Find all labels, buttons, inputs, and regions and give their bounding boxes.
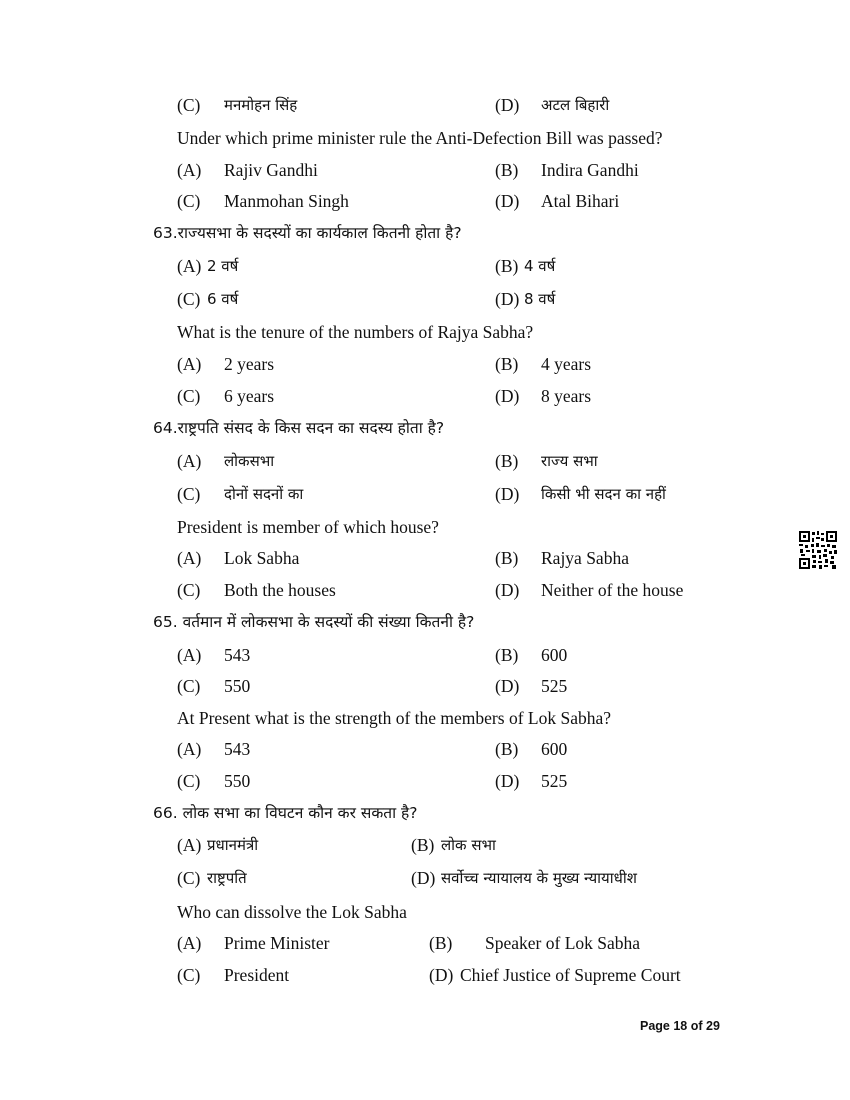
option-label-b: (B) — [495, 548, 519, 568]
q65-en-option-b: 600 — [541, 739, 568, 759]
option-label-d: (D) — [495, 484, 520, 504]
option-label-d: (D) — [495, 191, 520, 211]
page-number: Page 18 of 29 — [640, 1019, 720, 1033]
option-label-c: (C) — [177, 771, 201, 791]
option-label-b: (B) — [411, 835, 435, 855]
q66-hi-option-a: प्रधानमंत्री — [207, 836, 259, 854]
q63-hi-option-b: 4 वर्ष — [524, 257, 556, 275]
q66-hi-option-d: सर्वोच्च न्यायालय के मुख्य न्यायाधीश — [441, 869, 637, 887]
q64-hi-option-b: राज्य सभा — [541, 452, 598, 470]
q65-hi-option-c: 550 — [224, 676, 251, 696]
option-label-a: (A) — [177, 835, 202, 855]
qr-code-icon — [798, 530, 838, 570]
q62-hi-option-d: अटल बिहारी — [541, 96, 610, 114]
option-label-c: (C) — [177, 289, 201, 309]
option-label-d: (D) — [495, 386, 520, 406]
q64-en-question: President is member of which house? — [177, 517, 439, 537]
q63-en-option-a: 2 years — [224, 354, 275, 374]
option-label-c: (C) — [177, 580, 201, 600]
option-label-a: (A) — [177, 933, 202, 953]
option-label-d: (D) — [429, 965, 454, 985]
q65-hi-question: 65. वर्तमान में लोकसभा के सदस्यों की संख्या कितनी है? — [153, 613, 475, 631]
option-label-a: (A) — [177, 256, 202, 276]
option-label-a: (A) — [177, 645, 202, 665]
q64-hi-option-c: दोनों सदनों का — [224, 485, 304, 503]
q65-hi-option-d: 525 — [541, 676, 568, 696]
q66-hi-question: 66. लोक सभा का विघटन कौन कर सकता है? — [153, 804, 418, 822]
q63-en-option-c: 6 years — [224, 386, 275, 406]
q64-en-option-d: Neither of the house — [541, 580, 684, 600]
option-label-b: (B) — [495, 354, 519, 374]
q64-en-option-a: Lok Sabha — [224, 548, 300, 568]
option-label-c: (C) — [177, 191, 201, 211]
q65-en-option-c: 550 — [224, 771, 251, 791]
q64-hi-option-d: किसी भी सदन का नहीं — [541, 485, 666, 503]
option-label-d: (D) — [495, 580, 520, 600]
q63-en-option-d: 8 years — [541, 386, 592, 406]
option-label-d: (D) — [495, 676, 520, 696]
option-label-a: (A) — [177, 548, 202, 568]
q64-en-option-c: Both the houses — [224, 580, 336, 600]
q66-hi-option-b: लोक सभा — [441, 836, 496, 854]
option-label-b: (B) — [495, 645, 519, 665]
q66-en-option-c: President — [224, 965, 290, 985]
option-label-b: (B) — [495, 451, 519, 471]
option-label-b: (B) — [495, 739, 519, 759]
q65-en-option-d: 525 — [541, 771, 568, 791]
q65-en-question: At Present what is the strength of the members of Lok Sabha? — [177, 708, 611, 728]
q66-en-question: Who can dissolve the Lok Sabha — [177, 902, 407, 922]
option-label-b: (B) — [495, 160, 519, 180]
q63-hi-option-d: 8 वर्ष — [524, 290, 556, 308]
option-label-d: (D) — [495, 289, 520, 309]
q65-hi-option-b: 600 — [541, 645, 568, 665]
q66-hi-option-c: राष्ट्रपति — [207, 869, 247, 887]
q62-en-question: Under which prime minister rule the Anti-Defection Bill was passed? — [177, 128, 663, 148]
option-label-a: (A) — [177, 354, 202, 374]
option-label-b: (B) — [429, 933, 453, 953]
q63-en-option-b: 4 years — [541, 354, 592, 374]
q62-en-option-d: Atal Bihari — [541, 191, 620, 211]
q65-en-option-a: 543 — [224, 739, 251, 759]
option-label-d: (D) — [411, 868, 436, 888]
q64-hi-option-a: लोकसभा — [224, 452, 275, 470]
q63-hi-question: 63.राज्यसभा के सदस्यों का कार्यकाल कितनी होता है? — [153, 224, 462, 242]
option-label-a: (A) — [177, 160, 202, 180]
q63-hi-option-c: 6 वर्ष — [207, 290, 239, 308]
q66-en-option-d: Chief Justice of Supreme Court — [460, 965, 681, 985]
option-label-d: (D) — [495, 771, 520, 791]
option-label-c: (C) — [177, 484, 201, 504]
option-label-c: (C) — [177, 965, 201, 985]
q66-en-option-a: Prime Minister — [224, 933, 330, 953]
q66-en-option-b: Speaker of Lok Sabha — [485, 933, 641, 953]
option-label-a: (A) — [177, 451, 202, 471]
q64-en-option-b: Rajya Sabha — [541, 548, 629, 568]
q65-hi-option-a: 543 — [224, 645, 251, 665]
q63-en-question: What is the tenure of the numbers of Rajya Sabha? — [177, 322, 534, 342]
option-label-d: (D) — [495, 95, 520, 115]
q62-hi-option-c: मनमोहन सिंह — [224, 96, 298, 114]
option-label-c: (C) — [177, 868, 201, 888]
option-label-c: (C) — [177, 676, 201, 696]
option-label-c: (C) — [177, 386, 201, 406]
q64-hi-question: 64.राष्ट्रपति संसद के किस सदन का सदस्य होता है? — [153, 419, 445, 437]
option-label-a: (A) — [177, 739, 202, 759]
q62-en-option-c: Manmohan Singh — [224, 191, 349, 211]
q62-en-option-b: Indira Gandhi — [541, 160, 639, 180]
option-label-b: (B) — [495, 256, 519, 276]
option-label-c: (C) — [177, 95, 201, 115]
q62-en-option-a: Rajiv Gandhi — [224, 160, 318, 180]
q63-hi-option-a: 2 वर्ष — [207, 257, 239, 275]
